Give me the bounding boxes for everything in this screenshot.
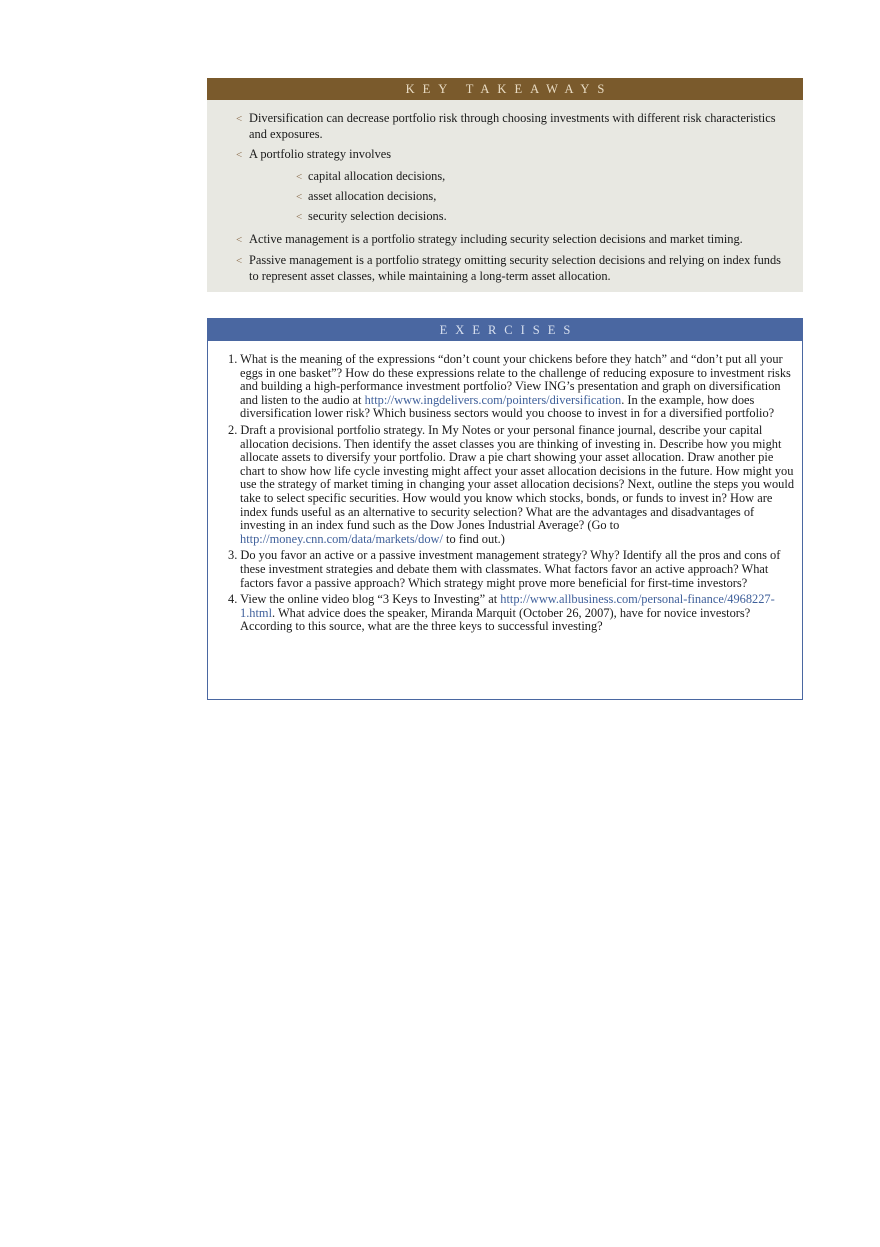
bullet-marker: < bbox=[296, 171, 303, 183]
exercises-list bbox=[208, 341, 802, 634]
exercise-text: What is the meaning of the expressions “don’t count your chickens before they hatch” and “don’t put all your eggs in one basket”? How do these expressions relate to the challenge of reducing exposure to investment risks and building a high-performance investment portfolio? View ING’s presentation and graph on diversification and listen to the audio at bbox=[240, 352, 791, 407]
takeaway-subitem bbox=[221, 209, 789, 225]
takeaway-subitem bbox=[221, 169, 789, 185]
takeaway-subitem-text: asset allocation decisions, bbox=[308, 189, 437, 203]
bullet-marker: < bbox=[236, 234, 243, 246]
exercise-link[interactable]: http://www.ingdelivers.com/pointers/diversification bbox=[364, 392, 622, 407]
exercise-text: View the online video blog “3 Keys to Investing” at bbox=[240, 592, 501, 607]
exercise-link[interactable]: http://money.cnn.com/data/markets/dow/ bbox=[240, 531, 443, 546]
key-takeaways-list bbox=[207, 100, 803, 284]
takeaway-subitem-text: security selection decisions. bbox=[308, 209, 447, 223]
bullet-marker: < bbox=[236, 255, 243, 267]
exercise-text: Do you favor an active or a passive investment management strategy? Why? Identify all the pros and cons of these investment strategies and debate them with classmates. What factors favor an active approach? What factors favor a passive approach? Which strategy might prove more beneficial for first-time investors? bbox=[240, 548, 781, 590]
exercise-number: 2. bbox=[228, 422, 238, 437]
exercises-heading: EXERCISES bbox=[208, 319, 802, 341]
takeaway-item bbox=[221, 111, 789, 142]
bullet-marker: < bbox=[236, 113, 243, 125]
takeaway-item bbox=[221, 232, 789, 248]
exercise-text: to find out.) bbox=[442, 531, 505, 546]
takeaway-text: Active management is a portfolio strategy including security selection decisions and market timing. bbox=[249, 232, 743, 246]
exercise-item bbox=[228, 593, 794, 634]
exercise-text: Draft a provisional portfolio strategy. In My Notes or your personal finance journal, describe your capital allocation decisions. Then identify the asset classes you are thinking of investing in. Describe how you might allocate assets to diversify your portfolio. Draw a pie chart showing your asset allocation. Draw another pie chart to show how life cycle investing might affect your asset allocation decisions in the future. How might you use the strategy of market timing in changing your asset allocation decisions? Next, outline the steps you would take to select specific securities. How would you know which stocks, bonds, or funds to invest in? How are index funds useful as an alternative to security selection? What are the advantages and disadvantages of investing in an index fund such as the Dow Jones Industrial Average? (Go to bbox=[240, 422, 795, 533]
takeaway-text: A portfolio strategy involves bbox=[249, 147, 392, 161]
exercise-link[interactable]: http://www.allbusiness.com/personal-finance/4968227-1.html bbox=[240, 592, 775, 620]
exercise-item bbox=[228, 424, 794, 546]
exercise-text: . What advice does the speaker, Miranda Marquit (October 26, 2007), have for novice investors? According to this source, what are the three keys to successful investing? bbox=[240, 605, 751, 634]
takeaway-subitem bbox=[221, 189, 789, 205]
exercise-text: . In the example, how does diversification lower risk? Which business sectors would you choose to invest in for a diversified portfolio? bbox=[240, 392, 775, 421]
takeaway-item bbox=[221, 253, 789, 284]
takeaway-item bbox=[221, 147, 789, 163]
exercise-number: 4. bbox=[228, 592, 238, 607]
exercise-item bbox=[228, 353, 794, 421]
bullet-marker: < bbox=[296, 191, 303, 203]
exercise-number: 1. bbox=[228, 352, 238, 366]
exercise-item bbox=[228, 549, 794, 590]
takeaway-sublist bbox=[221, 169, 789, 225]
takeaway-subitem-text: capital allocation decisions, bbox=[308, 169, 446, 183]
exercises-box bbox=[207, 318, 803, 700]
key-takeaways-box bbox=[207, 78, 803, 292]
takeaway-text: Diversification can decrease portfolio risk through choosing investments with different risk characteristics and exposures. bbox=[249, 111, 776, 141]
exercise-number: 3. bbox=[228, 548, 238, 563]
bullet-marker: < bbox=[296, 211, 303, 223]
bullet-marker: < bbox=[236, 149, 243, 161]
takeaway-text: Passive management is a portfolio strategy omitting security selection decisions and relying on index funds to represent asset classes, while maintaining a long-term asset allocation. bbox=[249, 253, 781, 283]
key-takeaways-heading: KEY TAKEAWAYS bbox=[207, 78, 803, 100]
